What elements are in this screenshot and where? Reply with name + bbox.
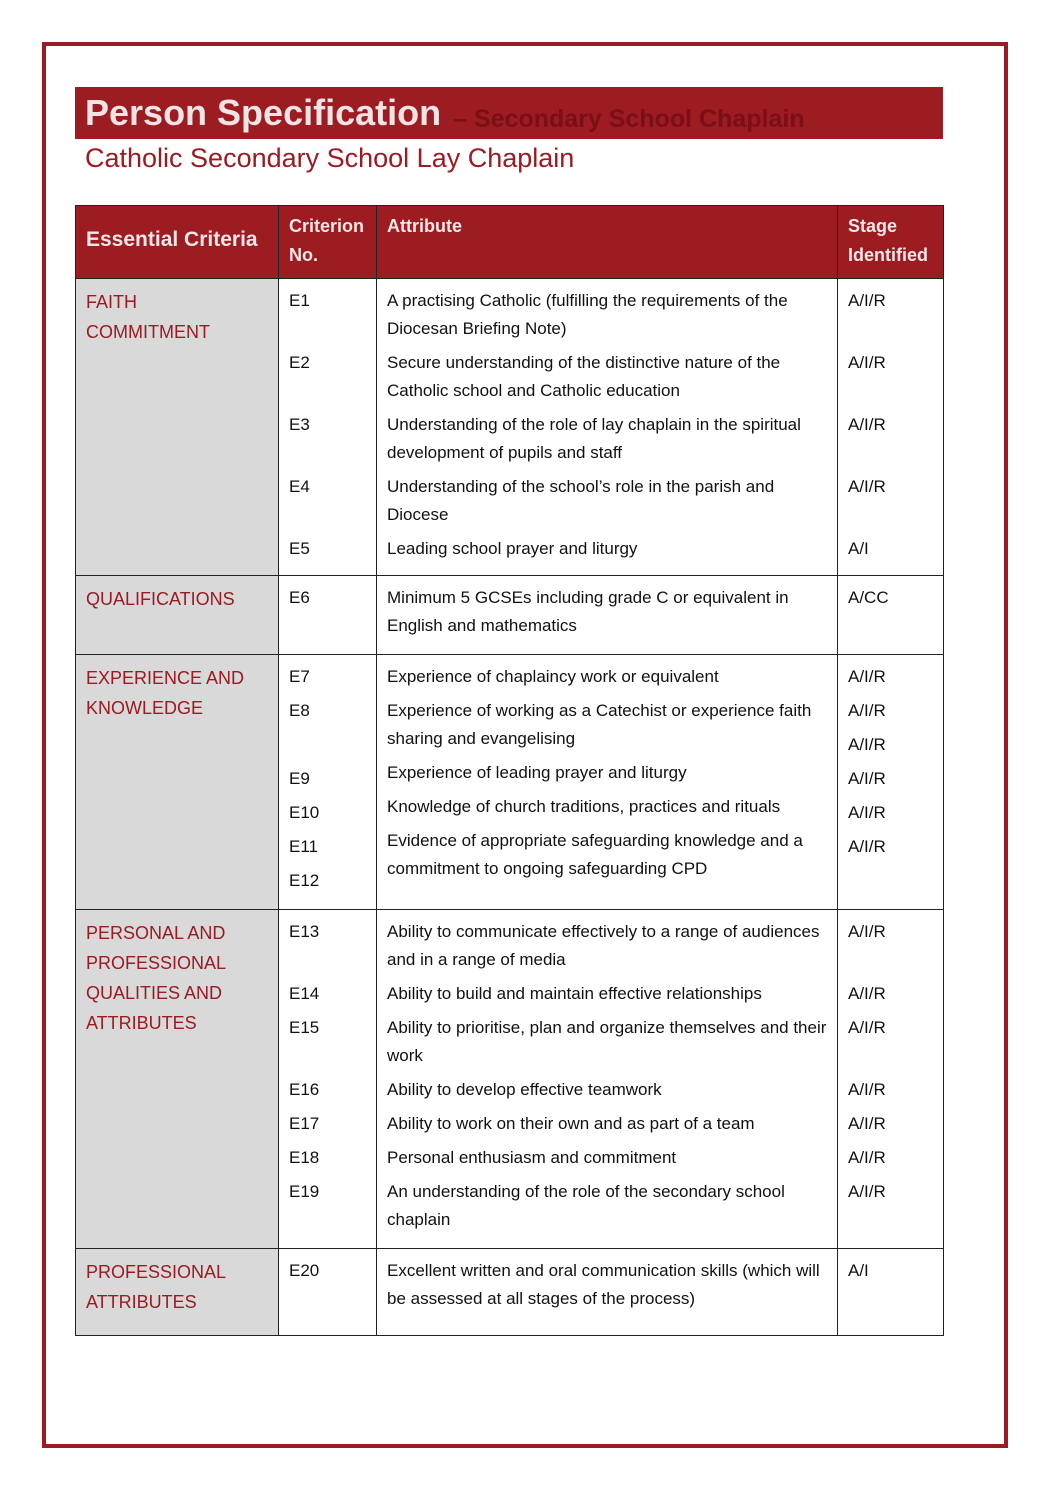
criterion-number-cell <box>279 576 377 655</box>
section-title-line: PROFESSIONAL <box>86 953 227 973</box>
attribute-text: Excellent written and oral communication skills (which will be assessed at all stages of the process) <box>387 1261 820 1308</box>
criterion-number: E1 <box>289 291 310 310</box>
section-title-line: PERSONAL AND <box>86 923 226 943</box>
criterion-number: E17 <box>289 1114 320 1133</box>
stage-identified: A/I/R <box>848 1182 886 1201</box>
stage-identified: A/I/R <box>848 291 886 310</box>
header-stage-identified <box>838 206 944 279</box>
stage-identified: A/I/R <box>848 769 886 788</box>
attribute-text: Personal enthusiasm and commitment <box>387 1148 677 1167</box>
section-title-line: QUALITIES AND <box>86 983 223 1003</box>
attribute-text: Experience of leading prayer and liturgy <box>387 763 687 782</box>
criterion-number-cell <box>279 279 377 576</box>
table-row <box>76 576 944 655</box>
section-title <box>76 1249 279 1336</box>
criterion-number: E10 <box>289 803 320 822</box>
page-subtitle: Catholic Secondary School Lay Chaplain <box>85 143 575 173</box>
attribute-text: Ability to build and maintain effective relationships <box>387 984 762 1003</box>
stage-identified-cell <box>838 655 944 910</box>
attribute-text: Understanding of the school’s role in the parish and Diocese <box>387 477 775 524</box>
title-bar <box>75 87 943 139</box>
stage-identified: A/I/R <box>848 667 886 686</box>
stage-identified: A/I/R <box>848 477 886 496</box>
page-title-suffix: – Secondary School Chaplain <box>453 104 805 133</box>
stage-identified: A/I/R <box>848 1148 886 1167</box>
attribute-text-cell <box>377 910 838 1249</box>
section-title <box>76 279 279 576</box>
stage-identified-cell <box>838 576 944 655</box>
criterion-number: E13 <box>289 922 320 941</box>
stage-identified: A/I/R <box>848 353 886 372</box>
page-title: Person Specification <box>85 92 442 133</box>
stage-identified-cell <box>838 910 944 1249</box>
section-title-line: KNOWLEDGE <box>86 698 204 718</box>
attribute-text-cell <box>377 1249 838 1336</box>
attribute-text: Evidence of appropriate safeguarding knowledge and a commitment to ongoing safeguarding CPD <box>387 831 803 878</box>
attribute-text: A practising Catholic (fulfilling the requirements of the Diocesan Briefing Note) <box>387 291 788 338</box>
section-title-line: QUALIFICATIONS <box>86 589 235 609</box>
header-criterion-no <box>279 206 377 279</box>
stage-identified: A/I <box>848 539 869 558</box>
criterion-number-cell <box>279 655 377 910</box>
stage-identified: A/I/R <box>848 1018 886 1037</box>
criterion-number: E4 <box>289 477 310 496</box>
criterion-number: E18 <box>289 1148 320 1167</box>
attribute-text: Knowledge of church traditions, practices and rituals <box>387 797 781 816</box>
attribute-text: Ability to communicate effectively to a range of audiences and in a range of media <box>387 922 820 969</box>
attribute-text: Experience of working as a Catechist or experience faith sharing and evangelising <box>387 701 812 748</box>
section-title-line: FAITH <box>86 292 138 312</box>
table-row <box>76 279 944 576</box>
attribute-text-cell <box>377 655 838 910</box>
header-criterion-line1: Criterion <box>289 216 365 236</box>
attribute-text: Ability to work on their own and as part of a team <box>387 1114 755 1133</box>
criterion-number: E7 <box>289 667 310 686</box>
header-essential-criteria: Essential Criteria <box>76 206 279 279</box>
stage-identified: A/I/R <box>848 984 886 1003</box>
stage-identified: A/I/R <box>848 735 886 754</box>
criterion-number: E8 <box>289 701 310 720</box>
criterion-number: E9 <box>289 769 310 788</box>
criterion-number-cell <box>279 910 377 1249</box>
header-attribute: Attribute <box>377 206 838 279</box>
stage-identified: A/I/R <box>848 837 886 856</box>
section-title-line: COMMITMENT <box>86 322 210 342</box>
attribute-text: Minimum 5 GCSEs including grade C or equivalent in English and mathematics <box>387 588 789 635</box>
stage-identified: A/I/R <box>848 1080 886 1099</box>
stage-identified: A/CC <box>848 588 889 607</box>
attribute-text: Secure understanding of the distinctive nature of the Catholic school and Catholic education <box>387 353 781 400</box>
table-row <box>76 910 944 1249</box>
attribute-text: Ability to develop effective teamwork <box>387 1080 662 1099</box>
header-criterion-line2: No. <box>289 245 318 265</box>
table-row <box>76 655 944 910</box>
section-title <box>76 910 279 1249</box>
stage-identified: A/I/R <box>848 701 886 720</box>
attribute-text: Experience of chaplaincy work or equivalent <box>387 667 719 686</box>
stage-identified: A/I/R <box>848 922 886 941</box>
criterion-number: E6 <box>289 588 310 607</box>
criterion-number: E11 <box>289 837 318 856</box>
attribute-text-cell <box>377 279 838 576</box>
section-title <box>76 576 279 655</box>
attribute-text-cell <box>377 576 838 655</box>
stage-identified-cell <box>838 1249 944 1336</box>
stage-identified: A/I/R <box>848 803 886 822</box>
stage-identified: A/I <box>848 1261 869 1280</box>
criterion-number: E5 <box>289 539 310 558</box>
attribute-text: Understanding of the role of lay chaplain in the spiritual development of pupils and staff <box>387 415 801 462</box>
attribute-text: An understanding of the role of the secondary school chaplain <box>387 1182 785 1229</box>
criterion-number: E14 <box>289 984 320 1003</box>
attribute-text: Leading school prayer and liturgy <box>387 539 638 558</box>
criterion-number: E12 <box>289 871 320 890</box>
attribute-text: Ability to prioritise, plan and organize themselves and their work <box>387 1018 827 1065</box>
stage-identified-cell <box>838 279 944 576</box>
table-row <box>76 1249 944 1336</box>
header-stage-line1: Stage <box>848 216 898 236</box>
criterion-number: E20 <box>289 1261 320 1280</box>
criterion-number: E2 <box>289 353 310 372</box>
section-title-line: PROFESSIONAL <box>86 1262 227 1282</box>
criterion-number: E16 <box>289 1080 320 1099</box>
stage-identified: A/I/R <box>848 415 886 434</box>
table-header-row <box>76 206 944 279</box>
table-body <box>76 279 944 1336</box>
criterion-number: E19 <box>289 1182 320 1201</box>
section-title-line: ATTRIBUTES <box>86 1013 197 1033</box>
section-title <box>76 655 279 910</box>
criterion-number: E3 <box>289 415 310 434</box>
criterion-number: E15 <box>289 1018 320 1037</box>
header-stage-line2: Identified <box>848 245 928 265</box>
person-specification-table <box>75 205 944 1336</box>
section-title-line: EXPERIENCE AND <box>86 668 245 688</box>
section-title-line: ATTRIBUTES <box>86 1292 197 1312</box>
criterion-number-cell <box>279 1249 377 1336</box>
stage-identified: A/I/R <box>848 1114 886 1133</box>
